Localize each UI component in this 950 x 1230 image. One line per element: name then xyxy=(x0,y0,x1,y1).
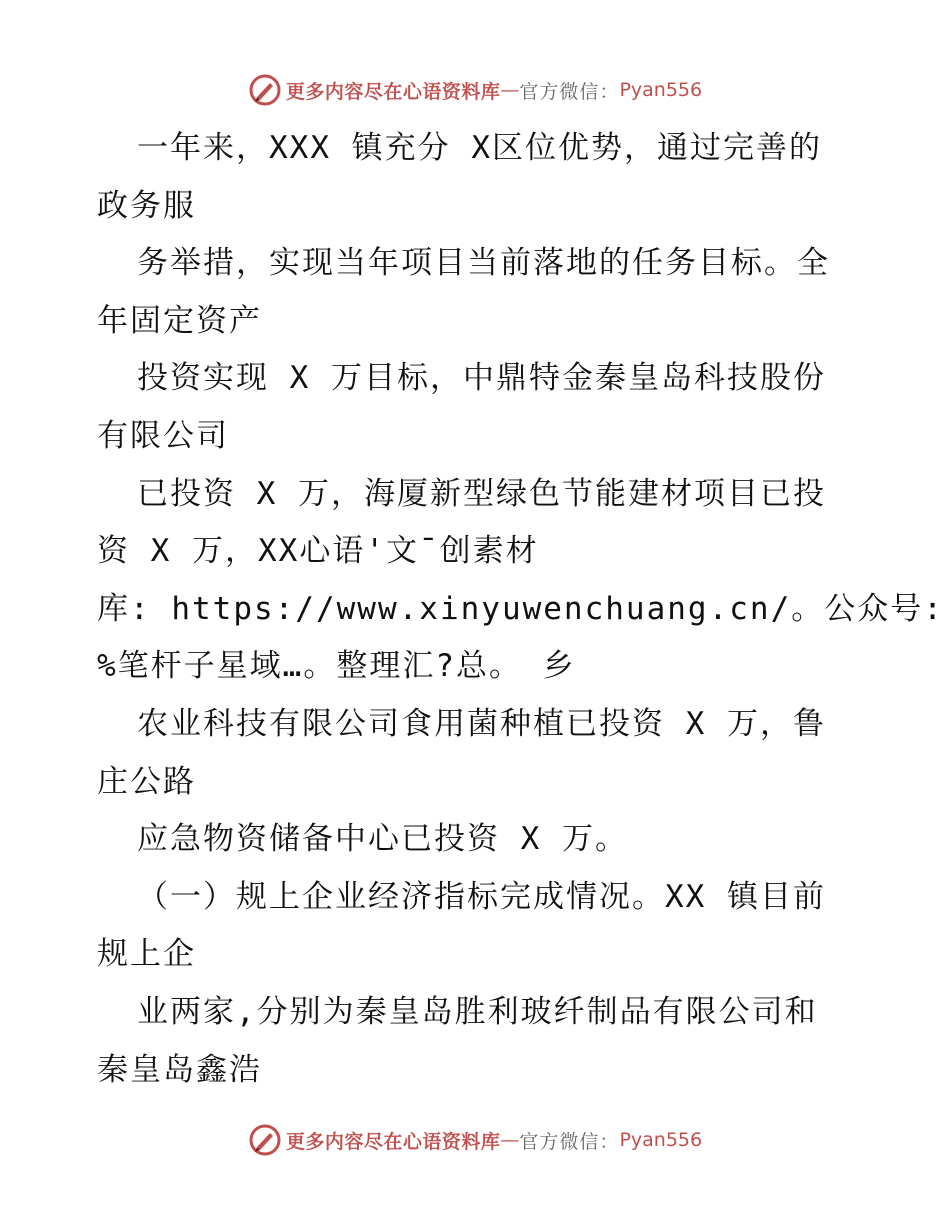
text-line: 资 X 万，XX心语'文¯创素材 xyxy=(97,533,539,570)
text-line: （一）规上企业经济指标完成情况。XX 镇目前 xyxy=(137,878,826,915)
text-line: 年固定资产 xyxy=(97,302,262,339)
text-line: 一年来，XXX 镇充分 X区位优势，通过完善的 xyxy=(137,130,822,166)
text-line: 投资实现 X 万目标，中鼎特金秦皇岛科技股份 xyxy=(137,360,826,397)
text-line: %笔杆子星域…。整理汇?总。 乡 xyxy=(97,648,576,685)
text-line: 已投资 X 万，海厦新型绿色节能建材项目已投 xyxy=(137,475,826,512)
footer-banner-separator: — xyxy=(500,1129,520,1151)
header-banner-separator: — xyxy=(500,79,520,101)
text-line: 有限公司 xyxy=(97,417,229,454)
text-line: 庄公路 xyxy=(97,763,196,800)
text-line: 规上企 xyxy=(97,936,196,973)
footer-banner-id: Pyan556 xyxy=(619,1129,703,1151)
text-line: 库: https://www.xinyuwenchuang.cn/。公众号: xyxy=(97,590,944,627)
footer-banner-label: 官方微信： xyxy=(519,1130,620,1153)
text-line: 务举措，实现当年项目当前落地的任务目标。全 xyxy=(137,245,830,282)
text-line: 农业科技有限公司食用菌种植已投资 X 万，鲁 xyxy=(137,705,826,742)
text-line: 政务服 xyxy=(97,187,196,224)
pen-logo-icon xyxy=(248,73,282,107)
pen-logo-icon xyxy=(248,1123,282,1157)
header-banner-label: 官方微信： xyxy=(519,80,620,103)
text-line: 业两家,分别为秦皇岛胜利玻纤制品有限公司和 xyxy=(137,993,818,1030)
text-line: 应急物资储备中心已投资 X 万。 xyxy=(137,821,628,858)
text-line: 秦皇岛鑫浩 xyxy=(97,1051,262,1088)
footer-banner-main: 更多内容尽在心语资料库 xyxy=(285,1130,501,1153)
header-banner-main: 更多内容尽在心语资料库 xyxy=(285,80,501,103)
footer-banner xyxy=(0,1120,950,1160)
document-body xyxy=(97,120,944,1099)
header-banner-id: Pyan556 xyxy=(619,79,703,101)
header-banner xyxy=(0,70,950,110)
